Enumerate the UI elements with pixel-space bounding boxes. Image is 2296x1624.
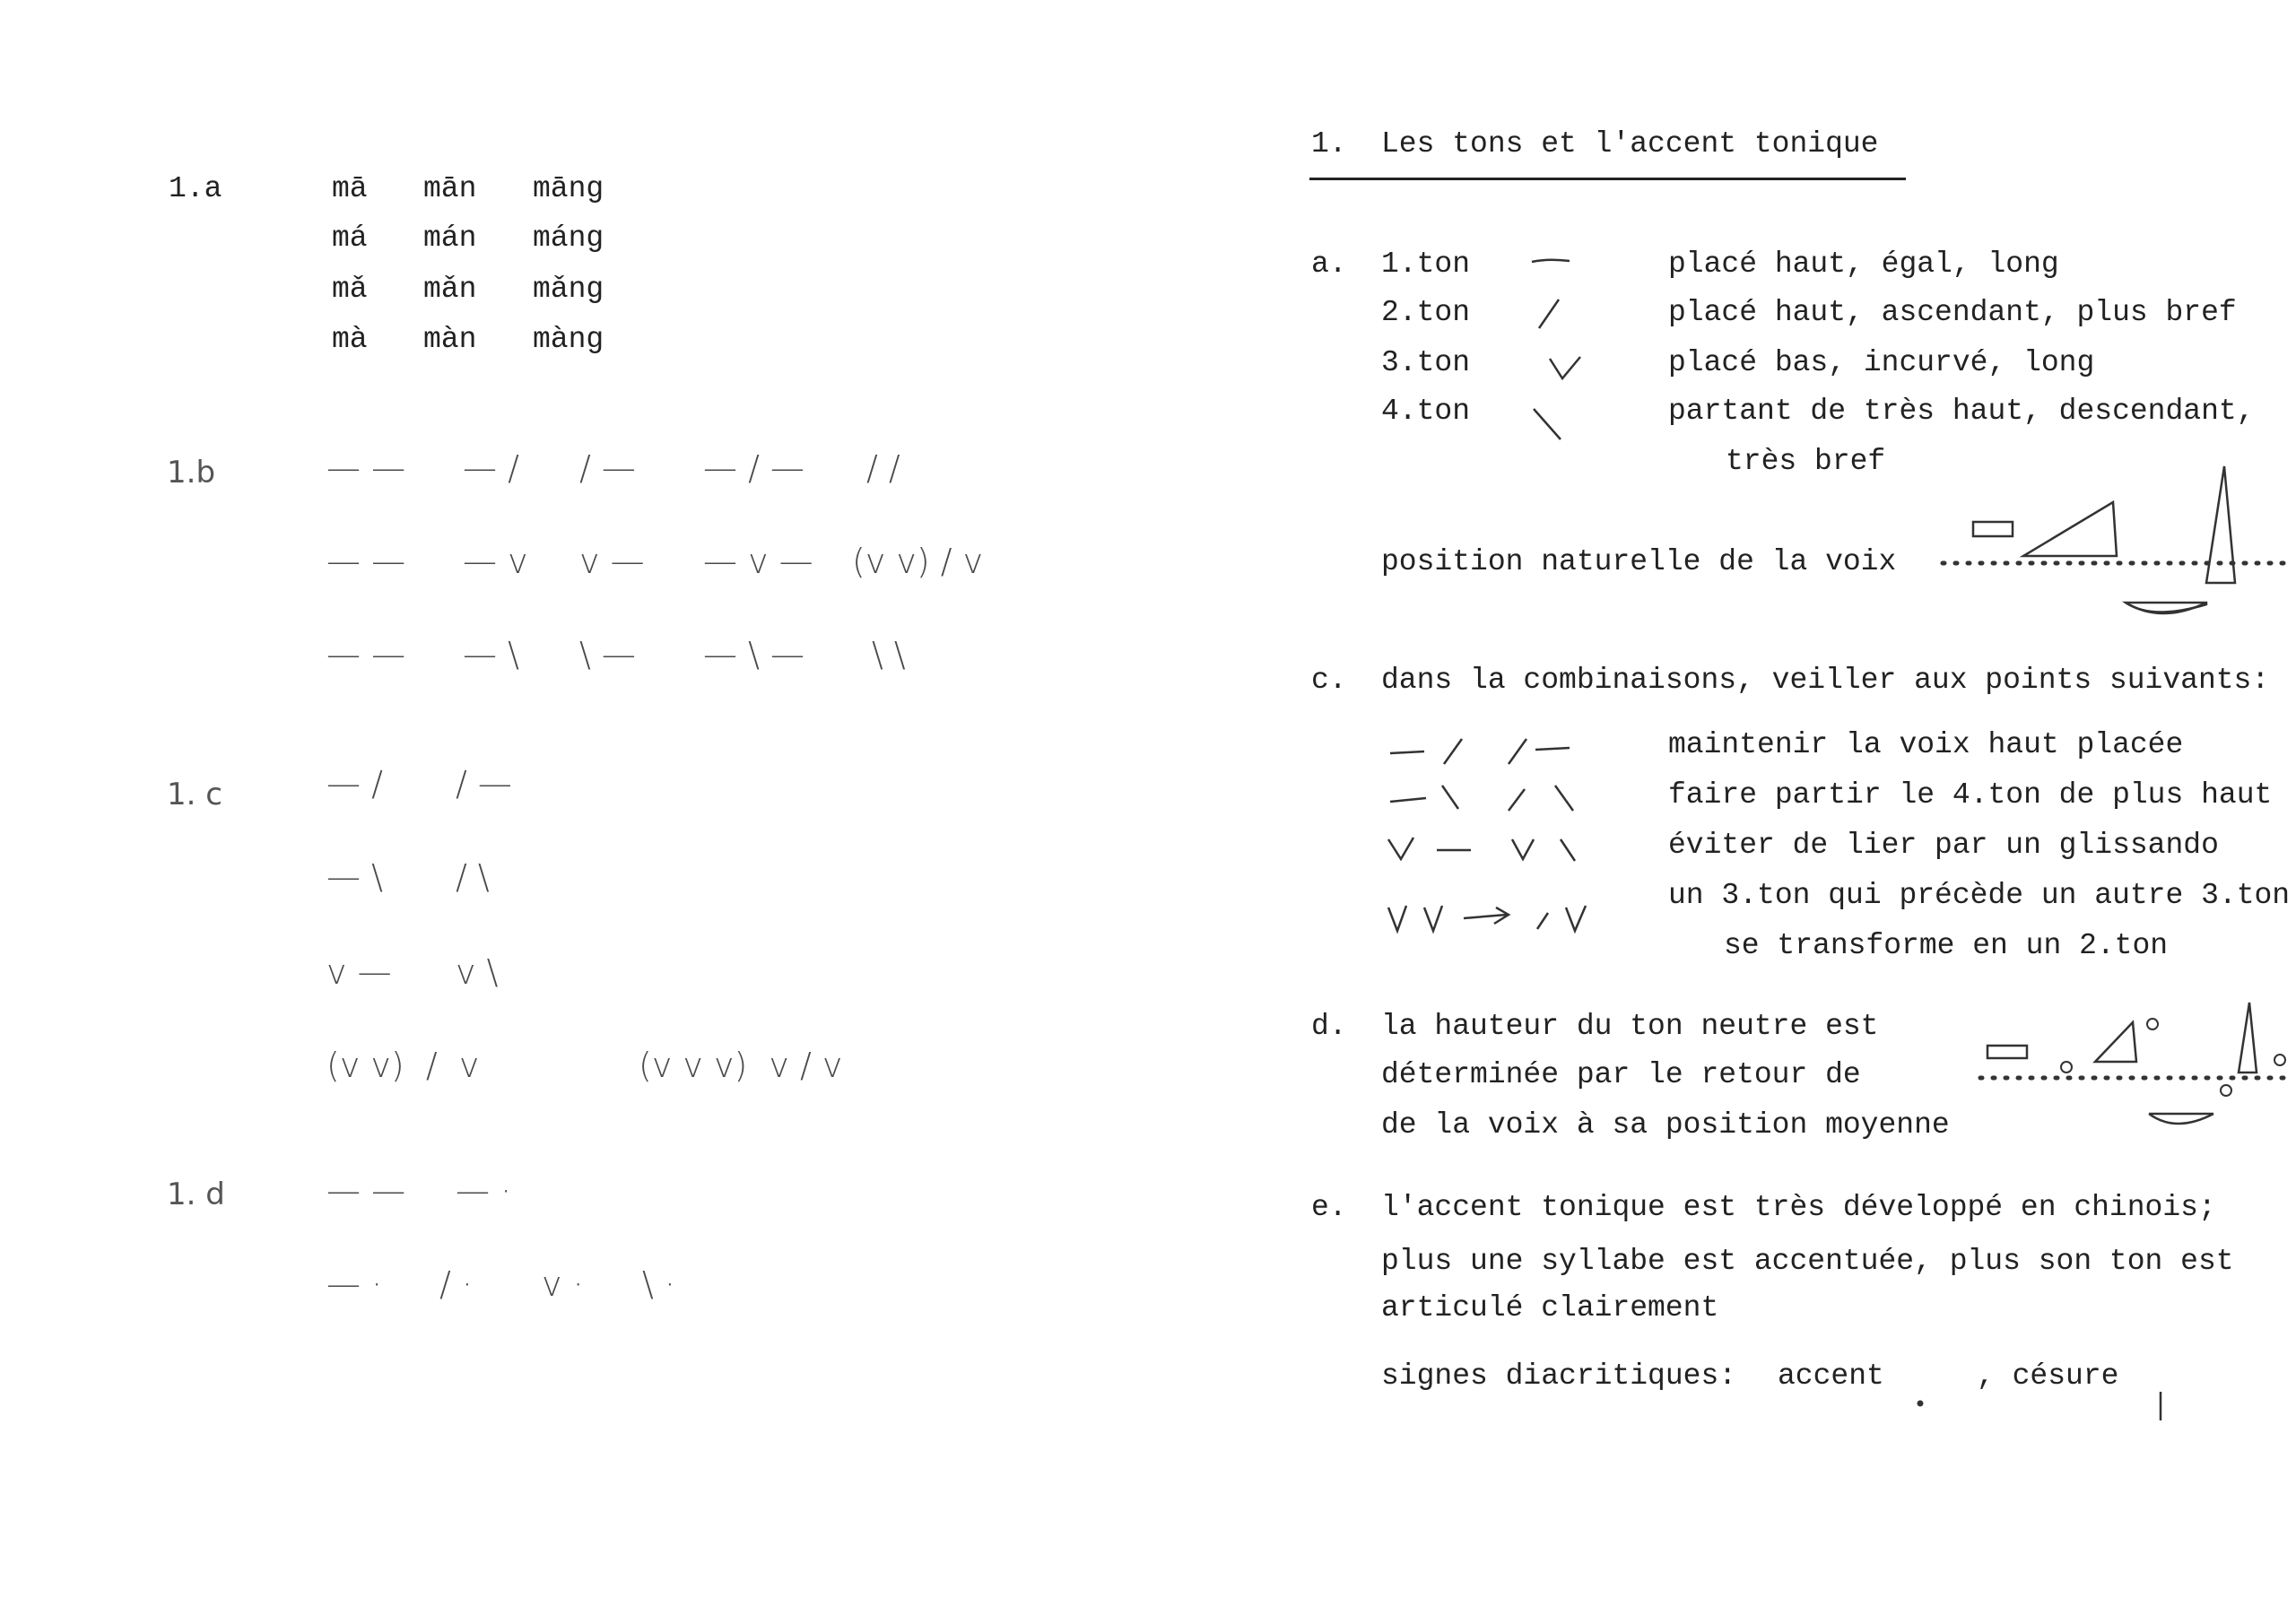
voice-position-label: position naturelle de la voix (1381, 545, 1897, 578)
exercise-1c-label: 1. c (167, 777, 222, 812)
tone-pattern: — / (326, 764, 383, 803)
cesure-label: , césure (1977, 1359, 2119, 1393)
section-e-line: plus une syllabe est accentuée, plus son ton est (1381, 1245, 2234, 1278)
combination-rule: éviter de lier par un glissando (1668, 829, 2219, 862)
syllable: mǎ (332, 273, 368, 306)
syllable: mà (332, 323, 368, 356)
accent-label: accent (1778, 1359, 1884, 1393)
section-d-line: de la voix à sa position moyenne (1381, 1108, 1950, 1142)
tone-pattern: — v — (703, 542, 813, 581)
section-d-letter: d. (1311, 1010, 1347, 1043)
tone4-mark-icon (1530, 405, 1566, 445)
title-underline (1309, 178, 1906, 180)
tone-description: placé haut, égal, long (1668, 248, 2059, 281)
tone-pattern: — / (463, 448, 519, 488)
syllable: máng (533, 221, 604, 255)
section-d-line: la hauteur du ton neutre est (1381, 1010, 1879, 1043)
tone-pattern: v — (579, 542, 645, 581)
tone-pattern: — \ — (703, 635, 804, 674)
accent-dot-icon (1914, 1397, 1926, 1410)
combination-rule: maintenir la voix haut placée (1668, 728, 2184, 761)
combination-rule: un 3.ton qui précède un autre 3.ton (1668, 879, 2291, 912)
section-e-line: l'accent tonique est très développé en chinois; (1381, 1191, 2216, 1224)
tone-pattern: / — (579, 448, 636, 488)
section-e-letter: e. (1311, 1191, 1347, 1224)
tone-description: partant de très haut, descendant, (1668, 395, 2255, 428)
syllable: mā (332, 172, 368, 205)
tone-combination-2-icon (1387, 782, 1584, 821)
syllable: mán (423, 221, 477, 255)
exercise-1d-label: 1. d (167, 1177, 225, 1212)
exercise-1a-label: 1.a (169, 172, 222, 205)
tone-description: placé haut, ascendant, plus bref (1668, 296, 2237, 329)
tone-pattern: — — (326, 1171, 406, 1211)
syllable: màn (423, 323, 477, 356)
page-title: Les tons et l'accent tonique (1381, 127, 1879, 161)
exercise-1b-label: 1.b (167, 455, 216, 491)
tone-combination-3-icon (1387, 834, 1584, 870)
tone2-mark-icon (1535, 296, 1562, 332)
voice-position-diagram (1937, 466, 2296, 637)
tone-pattern: — — (326, 635, 406, 674)
tone-pattern: v · (542, 1264, 584, 1304)
section-c-intro: dans la combinaisons, veiller aux points suivants: (1381, 664, 2270, 697)
combination-rule: faire partir le 4.ton de plus haut (1668, 778, 2273, 812)
tone-pattern: — — (326, 542, 406, 581)
section-c-letter: c. (1311, 664, 1347, 697)
tone-pattern: — · (326, 1264, 383, 1304)
tone-combination-4-icon (1387, 897, 1602, 936)
tone-name: 1.ton (1381, 248, 1471, 281)
tone-pattern: — — (326, 448, 406, 488)
syllable: má (332, 221, 368, 255)
tone-name: 4.ton (1381, 395, 1471, 428)
tone3-mark-icon (1548, 355, 1584, 382)
tone-pattern: \ — (579, 635, 636, 674)
tone-pattern: / · (439, 1264, 473, 1304)
syllable: mǎng (533, 273, 604, 306)
diacritics-label: signes diacritiques: (1381, 1359, 1737, 1393)
section-number: 1. (1311, 127, 1347, 161)
tone-pattern: v \ (456, 952, 499, 992)
tone-combination-1-icon (1387, 734, 1584, 769)
tone-pattern: v — (326, 952, 392, 992)
tone-name: 2.ton (1381, 296, 1471, 329)
section-a-letter: a. (1311, 248, 1347, 281)
tone-pattern: — · (456, 1171, 512, 1211)
tone-pattern: — \ (326, 857, 383, 897)
syllable: màng (533, 323, 604, 356)
tone-pattern: (v v v) v / v (639, 1046, 843, 1085)
tone-pattern: — v (463, 542, 528, 581)
tone-pattern: / — (456, 764, 512, 803)
tone-description-continued: très bref (1726, 445, 1886, 478)
combination-rule-continued: se transforme en un 2.ton (1724, 929, 2169, 962)
section-d-line: déterminée par le retour de (1381, 1058, 1861, 1091)
cesure-bar-icon (2156, 1388, 2165, 1424)
tone-description: placé bas, incurvé, long (1668, 346, 2095, 379)
section-e-line: articulé clairement (1381, 1291, 1719, 1324)
neutral-tone-diagram (1973, 1003, 2296, 1146)
syllable: mān (423, 172, 477, 205)
syllable: mǎn (423, 273, 477, 306)
tone-pattern: — \ (463, 635, 519, 674)
tone-pattern: — / — (703, 448, 804, 488)
tone-pattern: / / (866, 448, 900, 488)
tone-pattern: (v v) / v (852, 542, 984, 581)
syllable: māng (533, 172, 604, 205)
tone1-mark-icon (1530, 256, 1571, 267)
tone-pattern: (v v) / v (326, 1046, 480, 1085)
tone-name: 3.ton (1381, 346, 1471, 379)
tone-pattern: \ · (642, 1264, 675, 1304)
tone-pattern: / \ (456, 857, 490, 897)
tone-pattern: \ \ (872, 635, 906, 674)
